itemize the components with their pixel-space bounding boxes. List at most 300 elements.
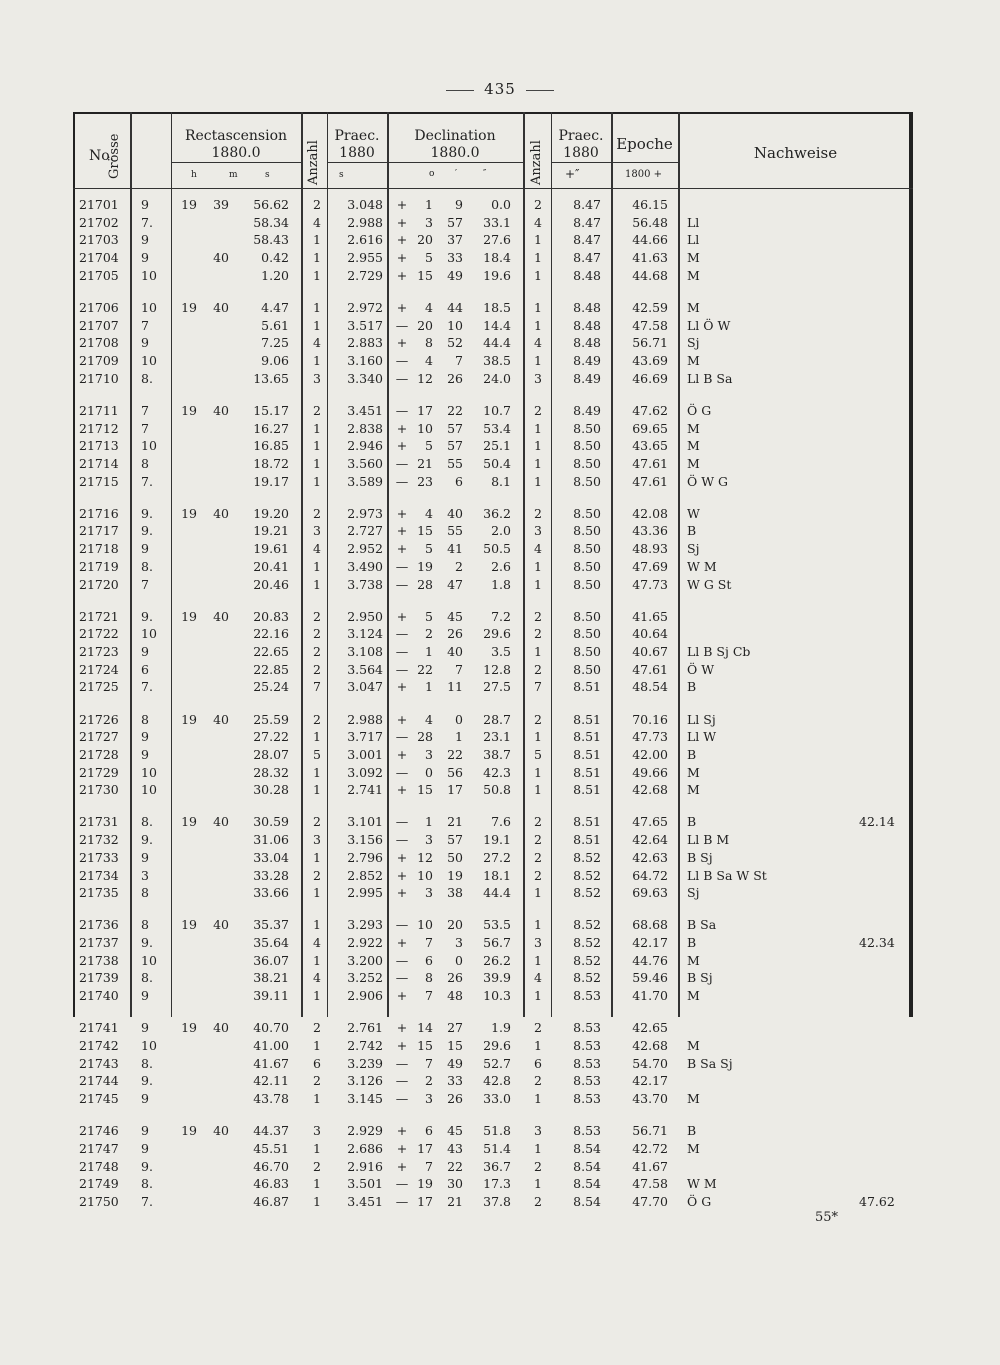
cell-an: 4	[313, 214, 321, 230]
cell-ds: 8.1	[491, 473, 511, 489]
cell-ds: 1.8	[491, 576, 511, 592]
cell-sg: +	[396, 988, 408, 1004]
cell-gr: 10	[141, 952, 157, 968]
cell-pr: 3.738	[347, 576, 383, 592]
cell-dm: 37	[447, 232, 463, 248]
header-nachweise: Nachweise	[753, 144, 838, 162]
cell-ep: 44.68	[632, 267, 668, 283]
cell-no: 21731	[79, 814, 119, 830]
cell-dm: 48	[447, 988, 463, 1004]
cell-sg: +	[396, 935, 408, 950]
cell-dm: 49	[447, 1055, 463, 1071]
cell-pr2: 8.50	[573, 473, 601, 489]
table-row	[73, 456, 913, 473]
table-row	[73, 1176, 913, 1193]
cell-pr2: 8.52	[573, 849, 601, 865]
cell-an2: 1	[534, 438, 542, 454]
cell-pr2: 8.53	[573, 1123, 601, 1139]
cell-dm: 0	[455, 711, 463, 727]
cell-s: 16.85	[253, 438, 289, 454]
cell-sg: +	[396, 505, 408, 521]
cell-dd: 15	[417, 523, 433, 539]
cell-pr2: 8.49	[573, 353, 601, 368]
cell-sg: +	[396, 849, 408, 865]
cell-ds: 38.5	[483, 353, 511, 368]
header-praec2-unit: +″	[565, 167, 580, 181]
cell-an2: 1	[534, 576, 542, 592]
cell-nw: Ll B M	[687, 832, 730, 848]
cell-gr: 8.	[141, 1055, 153, 1071]
cell-pr2: 8.51	[573, 764, 601, 780]
header-ra-epoch: 1880.0	[211, 145, 261, 161]
cell-an: 1	[313, 917, 321, 933]
cell-an2: 2	[534, 867, 542, 883]
cell-h: 19	[181, 711, 197, 727]
cell-an2: 2	[534, 402, 542, 418]
cell-sg: +	[396, 885, 408, 901]
cell-dm: 27	[447, 1020, 463, 1036]
cell-sg: —	[395, 576, 409, 592]
cell-no: 21720	[79, 576, 119, 592]
cell-no: 21707	[79, 317, 119, 333]
cell-pr: 2.838	[347, 420, 383, 436]
cell-h: 19	[181, 1020, 197, 1036]
cell-dm: 21	[447, 814, 463, 830]
cell-ep: 48.54	[632, 679, 668, 695]
cell-m: 40	[213, 608, 229, 624]
cell-an2: 2	[534, 1158, 542, 1174]
cell-dm: 26	[447, 970, 463, 986]
table-row	[73, 1159, 913, 1176]
cell-nw: M	[687, 988, 700, 1004]
cell-an: 2	[313, 505, 321, 521]
header-ra-m: m	[229, 170, 238, 180]
cell-pr: 3.252	[347, 970, 383, 986]
cell-dd: 15	[417, 267, 433, 283]
cell-dd: 22	[417, 661, 433, 677]
cell-sg: —	[395, 729, 409, 745]
cell-dm: 1	[455, 729, 463, 745]
cell-dd: 0	[425, 764, 433, 780]
cell-pr: 3.451	[347, 1193, 383, 1209]
cell-ep: 46.69	[632, 370, 668, 386]
cell-dd: 12	[417, 849, 433, 865]
cell-ep: 42.17	[632, 935, 668, 950]
cell-no: 21729	[79, 764, 119, 780]
cell-ep: 43.65	[632, 438, 668, 454]
cell-s: 19.61	[253, 541, 289, 557]
cell-an: 1	[313, 317, 321, 333]
cell-m: 40	[213, 711, 229, 727]
cell-nw: M	[687, 1091, 700, 1106]
cell-sg: —	[395, 917, 409, 933]
cell-s: 25.59	[253, 711, 289, 727]
cell-ep: 43.69	[632, 353, 668, 368]
cell-gr: 8.	[141, 970, 153, 986]
cell-gr: 7.	[141, 1193, 153, 1209]
cell-pr: 3.340	[347, 370, 383, 386]
header-dec-deg: o	[429, 169, 435, 179]
cell-an2: 2	[534, 197, 542, 212]
cell-an2: 2	[534, 711, 542, 727]
table-row	[73, 850, 913, 867]
cell-s: 27.22	[253, 729, 289, 745]
cell-sg: +	[396, 250, 408, 266]
cell-pr2: 8.52	[573, 867, 601, 883]
table-row	[73, 232, 913, 249]
cell-an: 1	[313, 353, 321, 368]
cell-pr2: 8.50	[573, 455, 601, 471]
cell-an: 1	[313, 455, 321, 471]
cell-an2: 1	[534, 917, 542, 933]
cell-sg: +	[396, 232, 408, 248]
epoche-subheader-rule	[611, 162, 678, 163]
cell-dm: 33	[447, 250, 463, 266]
cell-s: 20.83	[253, 608, 289, 624]
cell-pr2: 8.54	[573, 1193, 601, 1209]
cell-nw: Ö G	[687, 1193, 712, 1209]
cell-s: 25.24	[253, 679, 289, 695]
cell-an: 1	[313, 1176, 321, 1192]
cell-dd: 17	[417, 1193, 433, 1209]
cell-ep: 40.67	[632, 644, 668, 659]
cell-sg: —	[395, 832, 409, 848]
cell-ds: 42.3	[483, 764, 511, 780]
cell-ep: 47.61	[632, 661, 668, 677]
cell-an: 2	[313, 197, 321, 212]
cell-gr: 9	[141, 644, 149, 659]
cell-an2: 2	[534, 832, 542, 848]
cell-no: 21742	[79, 1037, 119, 1053]
cell-nw: Ö W G	[687, 473, 729, 489]
cell-ds: 44.4	[483, 885, 511, 901]
cell-sg: —	[395, 661, 409, 677]
cell-ep: 47.58	[632, 1176, 668, 1192]
cell-ds: 2.0	[491, 523, 511, 539]
cell-h: 19	[181, 197, 197, 212]
cell-sg: —	[395, 1193, 409, 1209]
cell-s: 19.20	[253, 505, 289, 521]
cell-dd: 19	[417, 558, 433, 574]
header-praec-title: Praec.	[334, 128, 380, 144]
cell-dd: 1	[425, 644, 433, 659]
cell-gr: 9	[141, 729, 149, 745]
cell-pr: 3.589	[347, 473, 383, 489]
header-praec2-year: 1880	[563, 145, 599, 161]
cell-pr: 2.988	[347, 711, 383, 727]
cell-an2: 5	[534, 746, 542, 762]
table-row	[73, 1038, 913, 1055]
cell-pr: 2.995	[347, 885, 383, 901]
cell-an2: 4	[534, 970, 542, 986]
cell-no: 21715	[79, 473, 119, 489]
cell-nw: W	[687, 505, 700, 521]
cell-nw: M	[687, 1037, 700, 1053]
cell-ds: 39.9	[483, 970, 511, 986]
cell-ds: 10.3	[483, 988, 511, 1004]
cell-s: 16.27	[253, 420, 289, 436]
cell-sg: —	[395, 970, 409, 986]
cell-ds: 17.3	[483, 1176, 511, 1192]
cell-ds: 0.0	[491, 197, 511, 212]
cell-pr2: 8.50	[573, 438, 601, 454]
cell-no: 21721	[79, 608, 119, 624]
cell-s: 9.06	[261, 353, 289, 368]
cell-sg: —	[395, 1055, 409, 1071]
cell-nw: Sj	[687, 885, 700, 901]
table-row	[73, 541, 913, 558]
cell-s: 30.28	[253, 782, 289, 798]
cell-pr2: 8.48	[573, 267, 601, 283]
cell-nw: B Sa	[687, 917, 717, 933]
cell-an: 2	[313, 1158, 321, 1174]
cell-dd: 5	[425, 608, 433, 624]
cell-dd: 15	[417, 782, 433, 798]
page-number	[0, 80, 1000, 98]
cell-ds: 51.8	[483, 1123, 511, 1139]
cell-s: 28.07	[253, 746, 289, 762]
cell-pr: 2.729	[347, 267, 383, 283]
cell-s: 7.25	[261, 335, 289, 351]
cell-s: 38.21	[253, 970, 289, 986]
cell-ds: 37.8	[483, 1193, 511, 1209]
table-row	[73, 1056, 913, 1073]
cell-no: 21744	[79, 1073, 119, 1089]
cell-ds: 26.2	[483, 952, 511, 968]
header-praec-s: s	[339, 170, 344, 180]
cell-ds: 42.8	[483, 1073, 511, 1089]
cell-an2: 1	[534, 353, 542, 368]
cell-ep: 47.58	[632, 317, 668, 333]
cell-pr2: 8.50	[573, 661, 601, 677]
cell-no: 21748	[79, 1158, 119, 1174]
cell-dd: 5	[425, 250, 433, 266]
cell-dm: 26	[447, 1091, 463, 1106]
footer-mark: 55*	[815, 1210, 839, 1225]
cell-ep: 59.46	[632, 970, 668, 986]
cell-pr: 2.946	[347, 438, 383, 454]
cell-an2: 7	[534, 679, 542, 695]
table-row	[73, 1194, 913, 1211]
cell-sg: +	[396, 299, 408, 315]
header-epoche-title: Epoche	[616, 135, 673, 153]
cell-no: 21714	[79, 455, 119, 471]
cell-s: 42.11	[253, 1073, 289, 1089]
cell-no: 21705	[79, 267, 119, 283]
cell-an2: 1	[534, 267, 542, 283]
cell-pr2: 8.47	[573, 197, 601, 212]
table-row	[73, 403, 913, 420]
cell-m: 40	[213, 299, 229, 315]
cell-no: 21735	[79, 885, 119, 901]
cell-an2: 1	[534, 232, 542, 248]
table-row	[73, 832, 913, 849]
cell-ep: 56.48	[632, 214, 668, 230]
cell-an2: 3	[534, 1123, 542, 1139]
table-row	[73, 712, 913, 729]
cell-pr2: 8.50	[573, 541, 601, 557]
table-row	[73, 474, 913, 491]
cell-h: 19	[181, 814, 197, 830]
cell-no: 21706	[79, 299, 119, 315]
cell-s: 58.34	[253, 214, 289, 230]
cell-an2: 2	[534, 661, 542, 677]
table-row	[73, 577, 913, 594]
cell-nw: B Sj	[687, 849, 713, 865]
cell-dd: 19	[417, 1176, 433, 1192]
cell-dm: 38	[447, 885, 463, 901]
cell-ds: 10.7	[483, 402, 511, 418]
cell-no: 21722	[79, 626, 119, 642]
table-row	[73, 626, 913, 643]
cell-gr: 8	[141, 711, 149, 727]
cell-gr: 10	[141, 299, 157, 315]
cell-nw: Ll	[687, 232, 700, 248]
cell-sg: —	[395, 473, 409, 489]
cell-dm: 6	[455, 473, 463, 489]
header-dec-title: Declination	[414, 128, 496, 144]
cell-s: 39.11	[253, 988, 289, 1004]
cell-dd: 4	[425, 353, 433, 368]
table-row	[73, 782, 913, 799]
cell-pr: 3.451	[347, 402, 383, 418]
cell-pr2: 8.51	[573, 711, 601, 727]
cell-dm: 11	[447, 679, 463, 695]
cell-pr2: 8.53	[573, 1073, 601, 1089]
cell-sg: —	[395, 455, 409, 471]
cell-gr: 8	[141, 917, 149, 933]
cell-an: 4	[313, 541, 321, 557]
cell-ds: 53.4	[483, 420, 511, 436]
cell-nw: B Sj	[687, 970, 713, 986]
cell-pr: 2.741	[347, 782, 383, 798]
cell-ds: 27.6	[483, 232, 511, 248]
cell-gr: 7.	[141, 679, 153, 695]
cell-an2: 2	[534, 608, 542, 624]
cell-pr: 2.883	[347, 335, 383, 351]
cell-ep: 48.93	[632, 541, 668, 557]
cell-pr: 3.048	[347, 197, 383, 212]
cell-ds: 29.6	[483, 1037, 511, 1053]
cell-dd: 7	[425, 935, 433, 950]
cell-an2: 6	[534, 1055, 542, 1071]
header-praec2-title: Praec.	[558, 128, 604, 144]
cell-no: 21712	[79, 420, 119, 436]
cell-s: 28.32	[253, 764, 289, 780]
cell-an2: 4	[534, 541, 542, 557]
cell-nw: W M	[687, 1176, 717, 1192]
cell-s: 19.17	[253, 473, 289, 489]
cell-ep: 41.70	[632, 988, 668, 1004]
cell-pr2: 8.50	[573, 644, 601, 659]
cell-gr: 10	[141, 764, 157, 780]
cell-an2: 2	[534, 1020, 542, 1036]
table-row	[73, 885, 913, 902]
cell-gr: 9	[141, 197, 149, 212]
cell-dm: 49	[447, 267, 463, 283]
cell-no: 21736	[79, 917, 119, 933]
cell-gr: 10	[141, 267, 157, 283]
cell-m: 40	[213, 250, 229, 266]
cell-pr: 3.124	[347, 626, 383, 642]
cell-s: 4.47	[261, 299, 289, 315]
cell-an: 4	[313, 970, 321, 986]
cell-pr2: 8.51	[573, 832, 601, 848]
cell-dd: 7	[425, 1158, 433, 1174]
cell-dm: 17	[447, 782, 463, 798]
cell-gr: 8.	[141, 558, 153, 574]
cell-sg: —	[395, 558, 409, 574]
cell-an: 1	[313, 782, 321, 798]
cell-nw: Ll	[687, 214, 700, 230]
cell-ds: 1.9	[491, 1020, 511, 1036]
cell-dd: 17	[417, 1140, 433, 1156]
header-dec-epoch: 1880.0	[430, 145, 480, 161]
cell-an: 3	[313, 370, 321, 386]
cell-nw: M	[687, 420, 700, 436]
cell-ds: 2.6	[491, 558, 511, 574]
cell-an: 1	[313, 473, 321, 489]
cell-gr: 9.	[141, 505, 153, 521]
cell-dm: 7	[455, 353, 463, 368]
cell-gr: 8	[141, 455, 149, 471]
cell-pr2: 8.47	[573, 214, 601, 230]
cell-sg: —	[395, 644, 409, 659]
cell-gr: 9.	[141, 1158, 153, 1174]
cell-dd: 15	[417, 1037, 433, 1053]
cell-an: 1	[313, 576, 321, 592]
cell-nw: B	[687, 814, 697, 830]
cell-pr2: 8.48	[573, 335, 601, 351]
cell-m: 40	[213, 1123, 229, 1139]
cell-ep: 42.08	[632, 505, 668, 521]
header-ra-s: s	[265, 170, 270, 180]
cell-s: 33.04	[253, 849, 289, 865]
cell-dm: 56	[447, 764, 463, 780]
cell-an2: 1	[534, 782, 542, 798]
cell-an: 1	[313, 849, 321, 865]
cell-sg: +	[396, 608, 408, 624]
page-number-dash-left	[446, 90, 474, 91]
cell-an2: 4	[534, 335, 542, 351]
cell-ds: 7.2	[491, 608, 511, 624]
cell-dm: 15	[447, 1037, 463, 1053]
cell-ds: 53.5	[483, 917, 511, 933]
cell-ep: 42.17	[632, 1073, 668, 1089]
table-top-border	[73, 112, 913, 114]
cell-s: 41.00	[253, 1037, 289, 1053]
cell-pr: 3.001	[347, 746, 383, 762]
cell-dm: 21	[447, 1193, 463, 1209]
header-dec-min: ′	[455, 169, 458, 179]
cell-s: 18.72	[253, 455, 289, 471]
cell-dm: 0	[455, 952, 463, 968]
cell-pr: 2.727	[347, 523, 383, 539]
cell-s: 20.41	[253, 558, 289, 574]
cell-dd: 20	[417, 232, 433, 248]
cell-pr: 3.490	[347, 558, 383, 574]
table-row	[73, 609, 913, 626]
cell-ds: 19.1	[483, 832, 511, 848]
cell-no: 21725	[79, 679, 119, 695]
cell-gr: 9	[141, 335, 149, 351]
cell-an2: 2	[534, 626, 542, 642]
cell-s: 13.65	[253, 370, 289, 386]
cell-ep: 47.69	[632, 558, 668, 574]
cell-s: 56.62	[253, 197, 289, 212]
cell-an2: 2	[534, 814, 542, 830]
table-row	[73, 679, 913, 696]
